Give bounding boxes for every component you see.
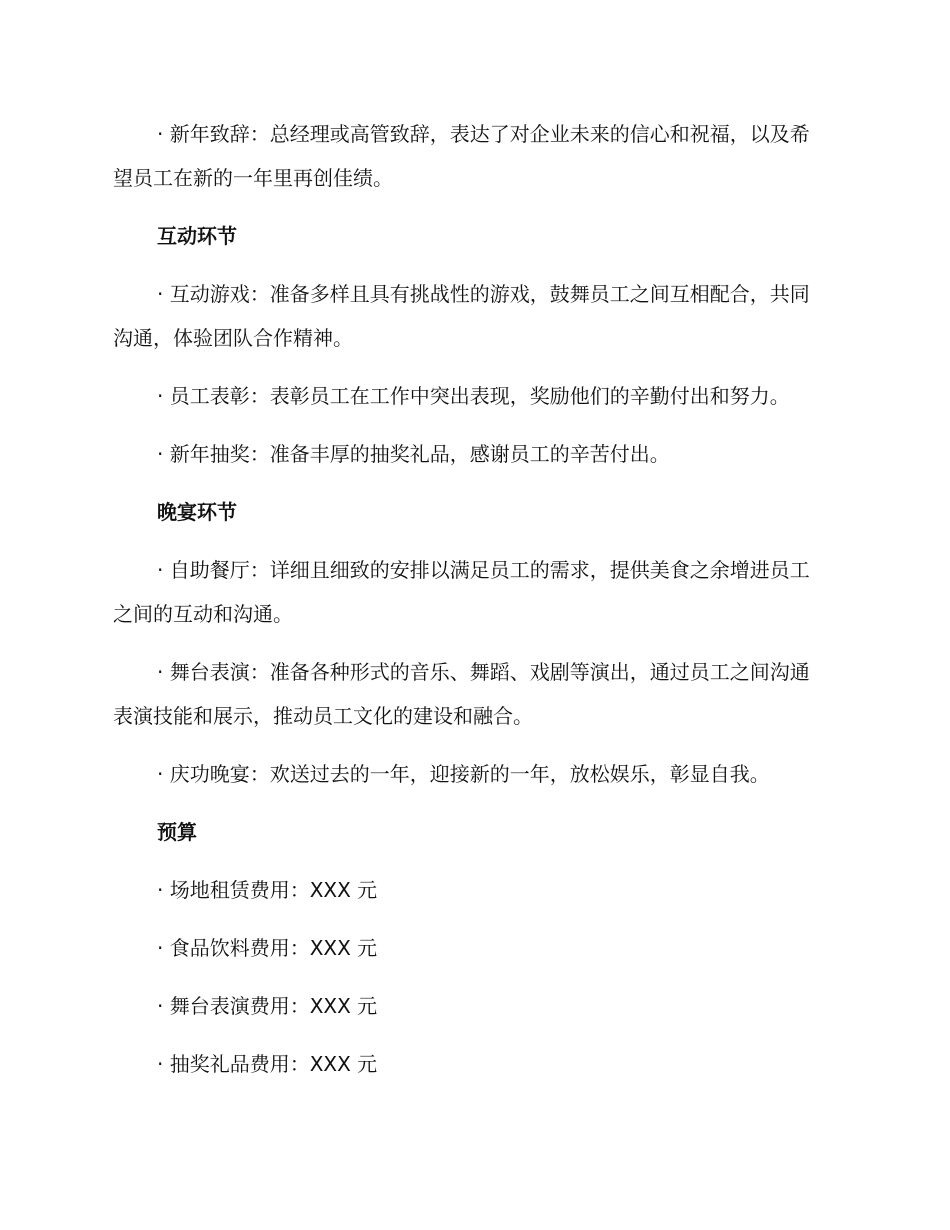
section-heading-banquet: 晚宴环节 [157, 500, 237, 524]
item-new-year-lottery: · 新年抽奖：准备丰厚的抽奖礼品，感谢员工的辛苦付出。 [157, 442, 670, 466]
section-heading-interaction: 互动环节 [157, 224, 237, 248]
document-body [113, 112, 825, 1100]
item-employee-recognition: · 员工表彰：表彰员工在工作中突出表现，奖励他们的辛勤付出和努力。 [157, 384, 790, 408]
budget-stage-performance: · 舞台表演费用：XXX 元 [157, 994, 378, 1018]
budget-food-drinks: · 食品饮料费用：XXX 元 [157, 936, 378, 960]
budget-venue-rental: · 场地租赁费用：XXX 元 [157, 878, 378, 902]
item-buffet: · 自助餐厅：详细且细致的安排以满足员工的需求，提供美食之余增进员工之间的互动和沟通。 [113, 558, 810, 626]
budget-lottery-gifts: · 抽奖礼品费用：XXX 元 [157, 1052, 378, 1076]
item-new-year-speech: · 新年致辞：总经理或高管致辞，表达了对企业未来的信心和祝福，以及希望员工在新的一年里再创佳绩。 [113, 122, 810, 190]
item-celebration-dinner: · 庆功晚宴：欢送过去的一年，迎接新的一年，放松娱乐，彰显自我。 [157, 762, 770, 786]
section-heading-budget: 预算 [157, 820, 197, 844]
item-stage-performance: · 舞台表演：准备各种形式的音乐、舞蹈、戏剧等演出，通过员工之间沟通表演技能和展示，推动员工文化的建设和融合。 [113, 660, 810, 728]
item-interactive-games: · 互动游戏：准备多样且具有挑战性的游戏，鼓舞员工之间互相配合，共同沟通，体验团队合作精神。 [113, 282, 810, 350]
